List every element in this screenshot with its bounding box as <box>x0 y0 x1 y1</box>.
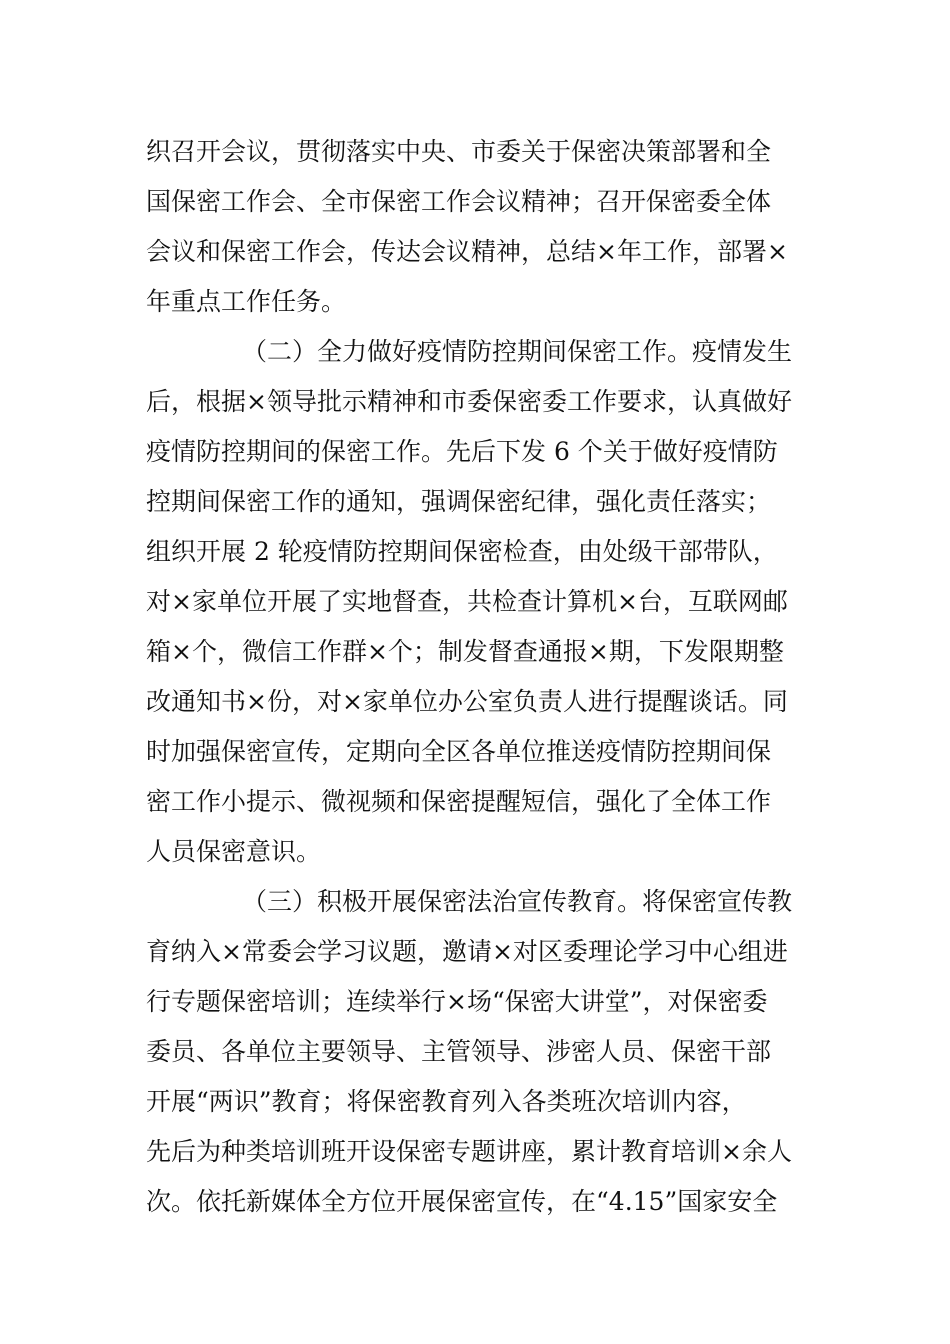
text-line: 开展“两识”教育；将保密教育列入各类班次培训内容， <box>146 1087 747 1116</box>
text-line: 织召开会议，贯彻落实中央、市委关于保密决策部署和全 <box>146 137 772 166</box>
text-line: 疫情防控期间的保密工作。先后下发 6 个关于做好疫情防 <box>146 437 778 466</box>
text-line: 育纳入×常委会学习议题，邀请×对区委理论学习中心组进 <box>146 937 788 966</box>
text-line: 先后为种类培训班开设保密专题讲座，累计教育培训×余人 <box>146 1137 792 1166</box>
text-line: 年重点工作任务。 <box>146 287 347 316</box>
text-line: 组织开展 2 轮疫情防控期间保密检查，由处级干部带队， <box>146 537 778 566</box>
text-line: 行专题保密培训；连续举行×场“保密大讲堂”，对保密委 <box>146 987 768 1016</box>
section-heading-line: （二）全力做好疫情防控期间保密工作。疫情发生 <box>242 337 793 366</box>
text-line: 会议和保密工作会，传达会议精神，总结×年工作，部署× <box>146 237 788 266</box>
text-line: 委员、各单位主要领导、主管领导、涉密人员、保密干部 <box>146 1037 772 1066</box>
section-heading-line: （三）积极开展保密法治宣传教育。将保密宣传教 <box>242 887 793 916</box>
text-line: 人员保密意识。 <box>146 837 322 866</box>
text-line: 箱×个，微信工作群×个；制发督查通报×期，下发限期整 <box>146 637 784 666</box>
text-line: 改通知书×份，对×家单位办公室负责人进行提醒谈话。同 <box>146 687 788 716</box>
text-line: 控期间保密工作的通知，强调保密纪律，强化责任落实； <box>146 487 772 516</box>
text-line: 后，根据×领导批示精神和市委保密委工作要求，认真做好 <box>146 387 792 416</box>
text-line: 国保密工作会、全市保密工作会议精神；召开保密委全体 <box>146 187 772 216</box>
text-line: 对×家单位开展了实地督查，共检查计算机×台，互联网邮 <box>146 587 788 616</box>
text-line: 次。依托新媒体全方位开展保密宣传，在“4.15”国家安全 <box>146 1187 778 1216</box>
text-line: 密工作小提示、微视频和保密提醒短信，强化了全体工作 <box>146 787 772 816</box>
text-line: 时加强保密宣传，定期向全区各单位推送疫情防控期间保 <box>146 737 772 766</box>
